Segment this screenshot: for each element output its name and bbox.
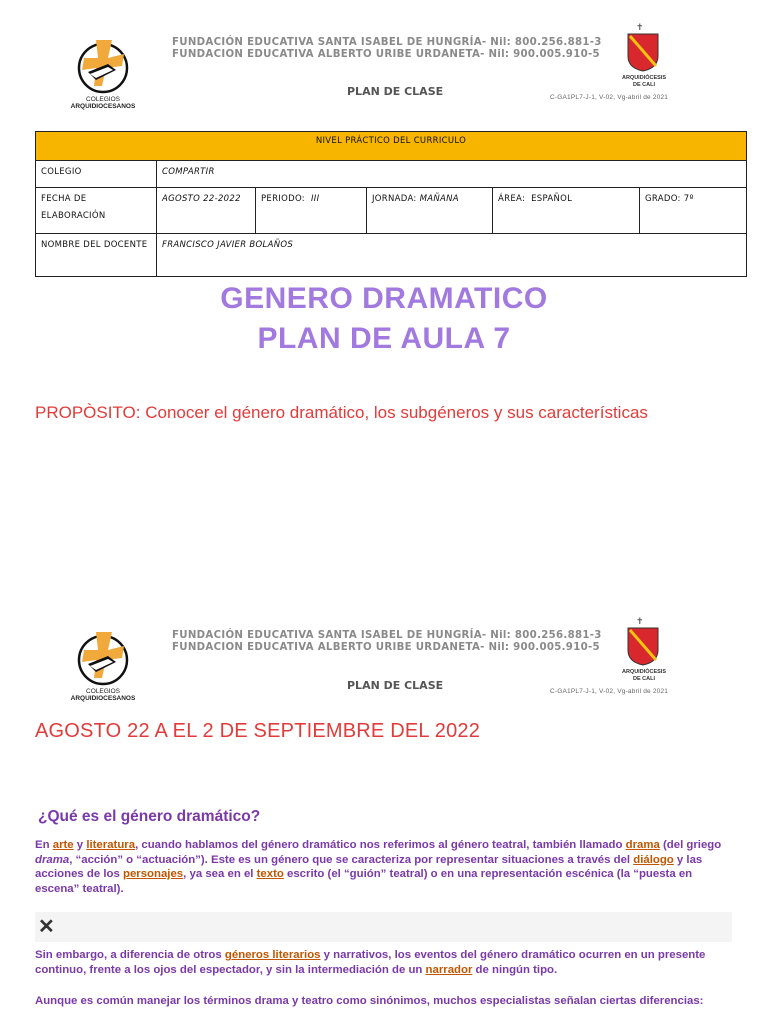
header-foundations [172, 37, 602, 61]
paragraph-3: Aunque es común manejar los términos drama y teatro como sinónimos, muchos especialistas señalan ciertas diferencias: [35, 995, 704, 1007]
arq-caption-2: DE CALI [633, 81, 655, 88]
arq-caption-2: DE CALI [633, 675, 655, 682]
p1-text: , ya sea en el [183, 868, 257, 880]
header-line-1: FUNDACIÓN EDUCATIVA SANTA ISABEL DE HUNGRÍA- Nil: 800.256.881-3 [172, 37, 602, 48]
curriculum-table [35, 131, 747, 277]
logo-caption-2: ARQUIDIOCESANOS [70, 695, 136, 702]
p2-text: de ningún tipo. [472, 963, 558, 976]
docente-label: NOMBRE DEL DOCENTE [36, 234, 157, 277]
p1-text: (del griego [659, 839, 722, 851]
colegios-logo-icon [68, 628, 138, 688]
arquidiocesis-logo-2 [620, 614, 666, 682]
p1-text: , cuando hablamos del género dramático nos referimos al género teatral, también llamado [135, 839, 626, 851]
p1-text: escrito (el “guión” teatral) o en una representación escénica (la “puesta en escena” teatral). [35, 868, 693, 895]
fecha-value: AGOSTO 22-2022 [157, 188, 256, 234]
link-literatura[interactable]: literatura [86, 839, 136, 851]
header-line-2: FUNDACION EDUCATIVA ALBERTO URIBE URDANETA- Nil: 900.005.910-5 [172, 49, 600, 60]
document-code-2: C-GA1PL7-J-1, V-02, Vg-abril de 2021 [550, 688, 669, 695]
p1-text: y las acciones de los [35, 853, 703, 880]
colegio-value: COMPARTIR [157, 161, 747, 188]
periodo-label: PERIODO: [261, 194, 305, 204]
p2-text: y narrativos, los eventos del género dramático ocurren en un presente continuo, frente a los ojos del espectador, y sin la intermediación de un [35, 949, 706, 976]
header-line-1: FUNDACIÓN EDUCATIVA SANTA ISABEL DE HUNGRÍA- Nil: 800.256.881-3 [172, 630, 602, 641]
header-foundations-2 [172, 630, 602, 654]
plan-de-clase-label: PLAN DE CLASE [347, 85, 444, 98]
document-code: C-GA1PL7-J-1, V-02, Vg-abril de 2021 [550, 94, 669, 101]
grado-cell [640, 188, 747, 234]
arquidiocesis-logo [620, 20, 666, 88]
link-narrador[interactable]: narrador [425, 963, 473, 976]
link-generos-literarios[interactable]: géneros literarios [224, 949, 321, 961]
arquidiocesis-shield-icon [620, 20, 666, 72]
fecha-label: FECHA DE ELABORACIÓN [36, 188, 157, 234]
link-drama[interactable]: drama [625, 839, 660, 851]
colegios-logo-icon [68, 36, 138, 96]
logo-caption-2: ARQUIDIOCESANOS [70, 103, 136, 110]
purpose-text: PROPÒSITO: Conocer el género dramático, los subgéneros y sus características [35, 403, 648, 422]
p1-text: y [73, 839, 87, 851]
link-arte[interactable]: arte [52, 839, 74, 851]
logo-caption-1: COLEGIOS [86, 688, 120, 695]
svg-text:✝: ✝ [636, 617, 644, 627]
date-range-heading: AGOSTO 22 A EL 2 DE SEPTIEMBRE DEL 2022 [35, 720, 481, 742]
link-texto[interactable]: texto [256, 868, 284, 880]
paragraph-1 [35, 838, 735, 896]
colegios-logo [68, 36, 138, 114]
jornada-label: JORNADA: [372, 194, 417, 204]
page-title-line-1: GENERO DRAMATICO [220, 282, 548, 315]
question-heading: ¿Qué es el género dramático? [38, 808, 261, 825]
close-icon[interactable]: ✕ [38, 916, 55, 938]
area-label: ÁREA: [498, 194, 526, 204]
p1-text: , “acción” o “actuación”). Este es un género que se caracteriza por representar situaciones a través del [69, 853, 634, 866]
header-line-2: FUNDACION EDUCATIVA ALBERTO URIBE URDANETA- Nil: 900.005.910-5 [172, 642, 600, 653]
arq-caption-1: ARQUIDIÓCESIS [621, 669, 666, 675]
colegios-logo-2 [68, 628, 138, 706]
p1-text: En [35, 839, 53, 851]
link-personajes[interactable]: personajes [123, 868, 184, 880]
jornada-value: MAÑANA [419, 194, 459, 204]
jornada-cell [367, 188, 493, 234]
area-cell [493, 188, 640, 234]
ad-close-bar [35, 912, 732, 942]
arq-caption-1: ARQUIDIÓCESIS [621, 75, 666, 81]
svg-text:✝: ✝ [636, 23, 644, 33]
grado-label: GRADO: [645, 194, 681, 204]
link-dialogo[interactable]: diálogo [633, 853, 674, 866]
colegio-label: COLEGIO [36, 161, 157, 188]
logo-caption-1: COLEGIOS [86, 96, 120, 103]
page-title-line-2: PLAN DE AULA 7 [257, 322, 511, 355]
table-heading: NIVEL PRÁCTICO DEL CURRICULO [36, 132, 747, 161]
arquidiocesis-shield-icon [620, 614, 666, 666]
area-value: ESPAÑOL [531, 194, 573, 204]
plan-de-clase-label-2: PLAN DE CLASE [347, 679, 444, 692]
periodo-value: III [310, 194, 320, 204]
paragraph-2 [35, 948, 735, 977]
docente-value: FRANCISCO JAVIER BOLAÑOS [157, 234, 747, 277]
grado-value: 7º [683, 194, 694, 204]
p2-text: Sin embargo, a diferencia de otros [35, 949, 225, 961]
p1-italic: drama [35, 853, 70, 866]
periodo-cell [256, 188, 367, 234]
